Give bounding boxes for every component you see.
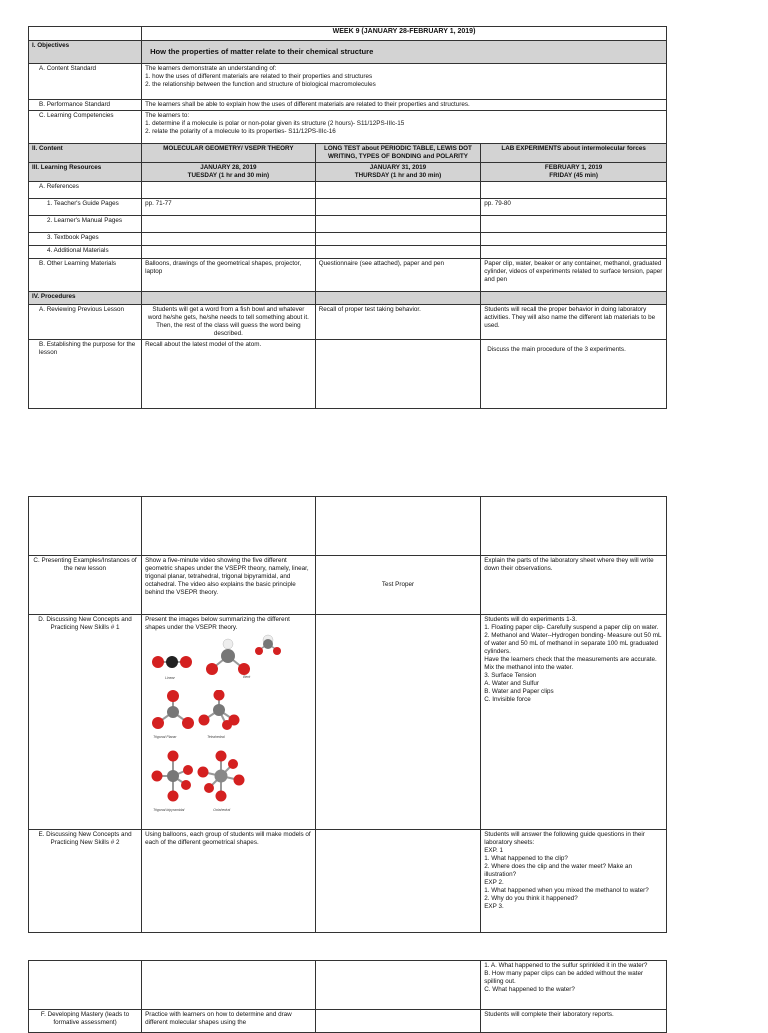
additional-label: 4. Additional Materials bbox=[29, 246, 142, 259]
content-standard-text: The learners demonstrate an understanding of: 1. how the uses of different materials are related to their properties and structures 2. the relationship between the function and structure of biological macromolecules bbox=[142, 64, 667, 100]
blank-cell bbox=[29, 961, 142, 1010]
blank-cell bbox=[315, 199, 481, 216]
tetrahedral-molecule-icon bbox=[197, 690, 241, 730]
lesson-plan-table-page2 bbox=[28, 496, 667, 933]
developing-day3: Students will complete their laboratory reports. bbox=[481, 1010, 667, 1033]
blank-cell bbox=[315, 246, 481, 259]
bent-caption: Bent bbox=[243, 675, 251, 679]
other-materials-day3: Paper clip, water, beaker or any container, methanol, graduated cylinder, videos of experiments related to surface tension, paper and pen bbox=[481, 259, 667, 292]
reviewing-day2: Recall of proper test taking behavior. bbox=[315, 305, 481, 340]
trigonal-planar-molecule-icon bbox=[151, 690, 195, 730]
learning-resources-day1: JANUARY 28, 2019 TUESDAY (1 hr and 30 min) bbox=[142, 163, 316, 182]
discussing2-day1: Using balloons, each group of students will make models of each of the different geometrical shapes. bbox=[142, 830, 316, 933]
learning-competencies-text: The learners to: 1. determine if a molecule is polar or non-polar given its structure (2 hours)- S11/12PS-IIIc-15 2. relate the polarity of a molecule to its properties- S11/12PS-IIIc-16 bbox=[142, 111, 667, 144]
trigonal-bipyramidal-caption: Trigonal bipyramidal bbox=[153, 808, 185, 812]
small-bent-molecule-icon bbox=[253, 632, 283, 656]
reviewing-label: A. Reviewing Previous Lesson bbox=[29, 305, 142, 340]
procedures-label: IV. Procedures bbox=[29, 292, 142, 305]
linear-molecule-icon bbox=[151, 652, 193, 672]
learning-resources-day3: FEBRUARY 1, 2019 FRIDAY (45 min) bbox=[481, 163, 667, 182]
content-label: II. Content bbox=[29, 144, 142, 163]
presenting-label: C. Presenting Examples/Instances of the new lesson bbox=[29, 556, 142, 615]
discussing2-label: E. Discussing New Concepts and Practicing New Skills # 2 bbox=[29, 830, 142, 933]
blank-cell bbox=[315, 216, 481, 233]
blank-cell bbox=[481, 182, 667, 199]
blank-cell bbox=[481, 216, 667, 233]
performance-standard-text: The learners shall be able to explain how the uses of different materials are related to their properties and structures. bbox=[142, 100, 667, 111]
teachers-guide-label: 1. Teacher's Guide Pages bbox=[29, 199, 142, 216]
trigonal-bipyramidal-molecule-icon bbox=[151, 750, 195, 802]
reviewing-day1: Students will get a word from a fish bowl and whatever word he/she gets, he/she needs to tell something about it. Then, the rest of the class will guess the word being described. bbox=[142, 305, 316, 340]
content-standard-label: A. Content Standard bbox=[29, 64, 142, 100]
blank-cell bbox=[142, 233, 316, 246]
blank-cell bbox=[142, 246, 316, 259]
blank-cell bbox=[315, 615, 481, 830]
developing-label: F. Developing Mastery (leads to formative assessment) bbox=[29, 1010, 142, 1033]
teachers-guide-day3: pp. 79-80 bbox=[481, 199, 667, 216]
developing-day1: Practice with learners on how to determine and draw different molecular shapes using the bbox=[142, 1010, 316, 1033]
lesson-plan-table-page1 bbox=[28, 26, 667, 409]
vsepr-shapes-figure bbox=[145, 638, 295, 828]
blank-cell bbox=[481, 246, 667, 259]
presenting-day1: Show a five-minute video showing the five different geometric shapes under the VSEPR theory, namely, linear, trigonal planar, tetrahedral, trigonal bipyramidal, and octahedral. The video also explains the basic principle behind the VSEPR theory. bbox=[142, 556, 316, 615]
content-day3: LAB EXPERIMENTS about intermolecular forces bbox=[481, 144, 667, 163]
learning-resources-day2: JANUARY 31, 2019 THURSDAY (1 hr and 30 min) bbox=[315, 163, 481, 182]
blank-cell bbox=[315, 233, 481, 246]
blank-cell bbox=[142, 292, 316, 305]
blank-cell bbox=[29, 27, 142, 41]
continued-day3: 1. A. What happened to the sulfur sprinkled it in the water? B. How many paper clips can be added without the water spilling out. C. What happened to the water? bbox=[481, 961, 667, 1010]
references-label: A. References bbox=[29, 182, 142, 199]
other-materials-day2: Questionnaire (see attached), paper and pen bbox=[315, 259, 481, 292]
blank-cell bbox=[29, 497, 142, 556]
teachers-guide-day1: pp. 71-77 bbox=[142, 199, 316, 216]
octahedral-caption: Octahedral bbox=[213, 808, 231, 812]
blank-cell bbox=[142, 216, 316, 233]
discussing1-day1: Present the images below summarizing the different shapes under the VSEPR theory. bbox=[145, 616, 290, 631]
blank-cell bbox=[315, 961, 481, 1010]
performance-standard-label: B. Performance Standard bbox=[29, 100, 142, 111]
blank-cell bbox=[481, 497, 667, 556]
other-materials-label: B. Other Learning Materials bbox=[29, 259, 142, 292]
trigonal-planar-caption: Trigonal Planar bbox=[153, 735, 177, 739]
blank-cell bbox=[481, 233, 667, 246]
blank-cell bbox=[315, 182, 481, 199]
week-title: WEEK 9 (JANUARY 28-FEBRUARY 1, 2019) bbox=[142, 27, 667, 41]
learning-competencies-label: C. Learning Competencies bbox=[29, 111, 142, 144]
blank-cell bbox=[142, 182, 316, 199]
linear-caption: Linear bbox=[165, 676, 175, 680]
establishing-day1: Recall about the latest model of the atom. bbox=[142, 340, 316, 409]
reviewing-day3: Students will recall the proper behavior in doing laboratory activities. They will also name the different lab materials to be used. bbox=[481, 305, 667, 340]
other-materials-day1: Balloons, drawings of the geometrical shapes, projector, laptop bbox=[142, 259, 316, 292]
presenting-day2: Test Proper bbox=[315, 556, 481, 615]
content-day1: MOLECULAR GEOMETRY/ VSEPR THEORY bbox=[142, 144, 316, 163]
presenting-day3: Explain the parts of the laboratory sheet where they will write down their observations. bbox=[481, 556, 667, 615]
blank-cell bbox=[142, 497, 316, 556]
textbook-label: 3. Textbook Pages bbox=[29, 233, 142, 246]
blank-cell bbox=[315, 292, 481, 305]
establishing-label: B. Establishing the purpose for the lesson bbox=[29, 340, 142, 409]
blank-cell bbox=[315, 1010, 481, 1033]
blank-cell bbox=[315, 340, 481, 409]
content-day2: LONG TEST about PERIODIC TABLE, LEWIS DOT WRITING, TYPES OF BONDING and POLARITY bbox=[315, 144, 481, 163]
learning-resources-label: III. Learning Resources bbox=[29, 163, 142, 182]
blank-cell bbox=[142, 961, 316, 1010]
learners-manual-label: 2. Learner's Manual Pages bbox=[29, 216, 142, 233]
blank-cell bbox=[315, 497, 481, 556]
blank-cell bbox=[481, 292, 667, 305]
establishing-day3: Discuss the main procedure of the 3 experiments. bbox=[481, 340, 667, 409]
tetrahedral-caption: Tetrahedral bbox=[207, 735, 225, 739]
discussing1-day1-cell bbox=[142, 615, 316, 830]
objectives-label: I. Objectives bbox=[29, 41, 142, 64]
objectives-title: How the properties of matter relate to their chemical structure bbox=[142, 41, 667, 64]
blank-cell bbox=[315, 830, 481, 933]
discussing2-day3: Students will answer the following guide questions in their laboratory sheets: EXP. 1 1. What happened to the clip? 2. Where does the clip and the water meet? Make an illustration? EXP 2. 1. What happened when you mixed the methanol to water? 2. Why do you think it happened? EXP 3. bbox=[481, 830, 667, 933]
octahedral-molecule-icon bbox=[197, 750, 245, 802]
lesson-plan-table-page3 bbox=[28, 960, 667, 1033]
discussing1-day3: Students will do experiments 1-3. 1. Floating paper clip- Carefully suspend a paper clip on water. 2. Methanol and Water--Hydrogen bonding- Measure out 50 mL of water and 50 mL of methanol in separate 100 mL graduated cylinders. Have the learners check that the measurements are accurate. Mix the methanol into the water. 3. Surface Tension A. Water and Sulfur B. Water and Paper clips C. Invisible force bbox=[481, 615, 667, 830]
bent-molecule-icon bbox=[203, 638, 253, 678]
discussing1-label: D. Discussing New Concepts and Practicing New Skills # 1 bbox=[29, 615, 142, 830]
